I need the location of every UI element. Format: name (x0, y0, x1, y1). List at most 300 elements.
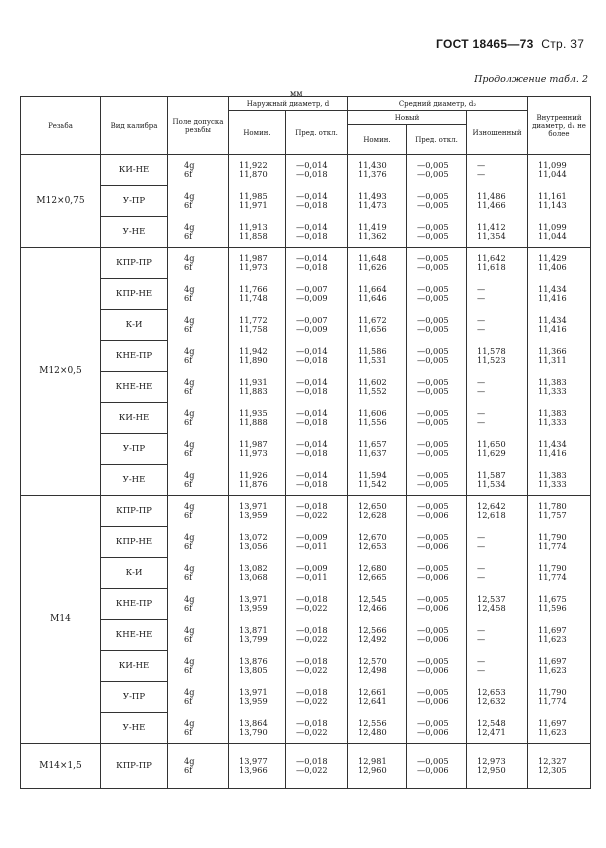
outer-nominal: 13,876 (239, 656, 268, 666)
outer-nominal: 13,790 (239, 726, 268, 737)
outer-deviation-cell (286, 279, 348, 310)
thread-designation: M14 (21, 496, 101, 744)
inner-diameter: 11,383 (538, 408, 567, 418)
tolerance-field-cell (168, 527, 229, 558)
outer-nominal: 13,068 (239, 572, 268, 582)
outer-deviation: —0,011 (296, 572, 328, 582)
inner-diameter: 11,623 (538, 634, 567, 644)
outer-deviation-cell (286, 465, 348, 496)
pitch-nominal-cell (348, 465, 407, 496)
worn-value: 12,548 (477, 717, 506, 728)
pitch-nominal: 12,466 (358, 603, 387, 613)
worn-value: 12,632 (477, 696, 506, 706)
gauge-type: КНЕ-НЕ (101, 372, 168, 403)
table-row (21, 341, 591, 372)
pitch-nominal: 12,480 (358, 726, 387, 737)
outer-nominal: 11,888 (239, 417, 268, 427)
pitch-nominal-cell (348, 682, 407, 713)
pitch-deviation-cell (407, 155, 467, 186)
table-row (21, 310, 591, 341)
worn-value: — (477, 386, 486, 396)
inner-diameter: 11,383 (538, 469, 567, 480)
outer-deviation: —0,022 (296, 603, 328, 613)
worn-value: — (477, 169, 486, 180)
pitch-nominal: 11,586 (358, 346, 387, 356)
inner-diameter: 11,161 (538, 191, 567, 201)
outer-deviation: —0,022 (296, 634, 328, 644)
inner-diameter: 11,383 (538, 377, 567, 387)
worn-value: 12,618 (477, 510, 506, 521)
worn-value-cell (467, 372, 528, 403)
worn-value: 12,458 (477, 603, 506, 613)
table-row (21, 465, 591, 496)
pitch-deviation-cell (407, 279, 467, 310)
inner-diameter: 11,697 (538, 625, 567, 635)
pitch-nominal-cell (348, 341, 407, 372)
worn-value-cell (467, 651, 528, 682)
worn-value: 11,650 (477, 439, 506, 449)
outer-nominal: 11,935 (239, 408, 268, 418)
pitch-deviation: —0,005 (417, 293, 449, 303)
outer-deviation: —0,007 (296, 284, 328, 294)
gauge-type: КИ-НЕ (101, 155, 168, 186)
pitch-deviation-cell (407, 527, 467, 558)
pitch-deviation: —0,005 (417, 191, 449, 201)
inner-diameter: 11,790 (538, 563, 567, 573)
inner-diameter: 11,099 (538, 160, 567, 171)
pitch-nominal-cell (348, 248, 407, 279)
tolerance-field: 4g (184, 346, 195, 356)
outer-deviation-cell (286, 713, 348, 744)
pitch-nominal-cell (348, 186, 407, 217)
worn-value: — (477, 563, 486, 573)
worn-value: 11,354 (477, 230, 506, 241)
pitch-nominal: 12,960 (358, 765, 387, 775)
pitch-nominal: 11,419 (358, 221, 387, 232)
tolerance-field: 4g (184, 717, 195, 728)
worn-value: — (477, 377, 486, 387)
tolerance-field: 4g (184, 408, 195, 418)
pitch-nominal: 12,981 (358, 756, 387, 766)
pitch-deviation-cell (407, 372, 467, 403)
outer-deviation-cell (286, 403, 348, 434)
inner-diameter-cell (528, 744, 591, 789)
col-gauge-type: Вид калибра (101, 97, 168, 155)
outer-nominal: 11,971 (239, 200, 268, 210)
pitch-deviation: —0,005 (417, 408, 449, 418)
pitch-deviation: —0,005 (417, 200, 449, 210)
outer-nominal-cell (229, 217, 286, 248)
worn-value: 12,642 (477, 501, 506, 512)
pitch-deviation-cell (407, 496, 467, 527)
pitch-deviation: —0,005 (417, 532, 449, 542)
inner-diameter-cell (528, 527, 591, 558)
pitch-deviation: —0,005 (417, 386, 449, 396)
pitch-nominal: 12,545 (358, 594, 387, 604)
outer-deviation: —0,018 (296, 230, 328, 241)
tolerance-field: 6f (184, 603, 193, 613)
tolerance-field: 6f (184, 448, 193, 458)
tolerance-field-cell (168, 620, 229, 651)
worn-value: — (477, 160, 486, 171)
worn-value-cell (467, 155, 528, 186)
pitch-nominal-cell (348, 217, 407, 248)
outer-deviation-cell (286, 341, 348, 372)
worn-value: — (477, 417, 486, 427)
worn-value: 11,523 (477, 355, 506, 365)
outer-nominal-cell (229, 186, 286, 217)
pitch-deviation-cell (407, 186, 467, 217)
worn-value: 12,537 (477, 594, 506, 604)
outer-nominal-cell (229, 589, 286, 620)
worn-value: 11,618 (477, 262, 506, 273)
pitch-nominal: 12,566 (358, 625, 387, 635)
pitch-deviation-cell (407, 682, 467, 713)
outer-deviation: —0,014 (296, 253, 328, 264)
outer-deviation-cell (286, 310, 348, 341)
worn-value: 12,973 (477, 756, 506, 766)
worn-value: 11,534 (477, 478, 506, 489)
pitch-nominal: 12,641 (358, 696, 387, 706)
pitch-nominal: 11,602 (358, 377, 387, 387)
outer-nominal: 13,805 (239, 665, 268, 675)
outer-deviation: —0,007 (296, 315, 328, 325)
outer-nominal: 11,987 (239, 439, 268, 449)
pitch-nominal: 12,653 (358, 541, 387, 551)
pitch-nominal-cell (348, 155, 407, 186)
pitch-nominal: 11,637 (358, 448, 387, 458)
outer-deviation-cell (286, 682, 348, 713)
worn-value-cell (467, 682, 528, 713)
worn-value-cell (467, 713, 528, 744)
worn-value: — (477, 572, 486, 582)
gauge-type: КНЕ-ПР (101, 589, 168, 620)
gauge-type: КНЕ-ПР (101, 341, 168, 372)
pitch-nominal: 12,650 (358, 501, 387, 512)
pitch-deviation: —0,005 (417, 315, 449, 325)
inner-diameter: 11,429 (538, 253, 567, 264)
pitch-nominal: 11,552 (358, 386, 387, 396)
inner-diameter: 11,757 (538, 510, 567, 521)
tolerance-field: 6f (184, 355, 193, 365)
pitch-deviation: —0,005 (417, 563, 449, 573)
outer-deviation: —0,018 (296, 656, 328, 666)
worn-value: 11,587 (477, 469, 506, 480)
inner-diameter-cell (528, 372, 591, 403)
pitch-nominal: 12,628 (358, 510, 387, 521)
pitch-deviation: —0,006 (417, 541, 449, 551)
pitch-deviation: —0,005 (417, 625, 449, 635)
pitch-nominal: 11,493 (358, 191, 387, 201)
worn-value: — (477, 541, 486, 551)
table-row (21, 496, 591, 527)
inner-diameter: 12,327 (538, 756, 567, 766)
tolerance-field-cell (168, 558, 229, 589)
tolerance-field: 4g (184, 469, 195, 480)
pitch-deviation: —0,005 (417, 262, 449, 273)
outer-deviation: —0,022 (296, 665, 328, 675)
worn-value-cell (467, 217, 528, 248)
col-worn: Изношенный (467, 111, 528, 155)
inner-diameter-cell (528, 217, 591, 248)
inner-diameter: 12,305 (538, 765, 567, 775)
table-row (21, 620, 591, 651)
inner-diameter: 11,434 (538, 439, 567, 449)
pitch-nominal: 11,594 (358, 469, 387, 480)
outer-nominal: 11,926 (239, 469, 268, 480)
pitch-nominal-cell (348, 713, 407, 744)
inner-diameter: 11,143 (538, 200, 567, 210)
outer-deviation: —0,011 (296, 541, 328, 551)
worn-value-cell (467, 620, 528, 651)
outer-deviation-cell (286, 744, 348, 789)
inner-diameter-cell (528, 310, 591, 341)
pitch-deviation: —0,005 (417, 478, 449, 489)
outer-nominal-cell (229, 155, 286, 186)
pitch-nominal-cell (348, 496, 407, 527)
pitch-nominal-cell (348, 279, 407, 310)
tolerance-field: 4g (184, 253, 195, 264)
inner-diameter: 11,790 (538, 687, 567, 697)
worn-value-cell (467, 310, 528, 341)
tolerance-field: 6f (184, 262, 193, 273)
tolerance-field: 4g (184, 563, 195, 573)
page-header (436, 37, 584, 51)
table-row (21, 248, 591, 279)
pitch-deviation: —0,005 (417, 253, 449, 264)
tolerance-field: 6f (184, 230, 193, 241)
tolerance-field: 6f (184, 169, 193, 180)
pitch-nominal-cell (348, 651, 407, 682)
pitch-nominal: 12,570 (358, 656, 387, 666)
table-row (21, 527, 591, 558)
pitch-nominal-cell (348, 620, 407, 651)
pitch-deviation-cell (407, 248, 467, 279)
outer-deviation: —0,014 (296, 346, 328, 356)
gauge-type: У-ПР (101, 434, 168, 465)
tolerance-field-cell (168, 310, 229, 341)
outer-deviation: —0,022 (296, 765, 328, 775)
outer-nominal-cell (229, 713, 286, 744)
pitch-nominal-cell (348, 372, 407, 403)
tolerance-field: 4g (184, 191, 195, 201)
outer-deviation-cell (286, 186, 348, 217)
gauge-type: К-И (101, 310, 168, 341)
outer-deviation: —0,014 (296, 221, 328, 232)
pitch-nominal: 12,556 (358, 717, 387, 728)
tolerance-field-cell (168, 186, 229, 217)
outer-deviation: —0,014 (296, 408, 328, 418)
inner-diameter: 11,434 (538, 315, 567, 325)
table-row (21, 186, 591, 217)
pitch-nominal-cell (348, 310, 407, 341)
outer-nominal: 11,942 (239, 346, 268, 356)
pitch-deviation-cell (407, 713, 467, 744)
worn-value-cell (467, 558, 528, 589)
table-row (21, 682, 591, 713)
inner-diameter: 11,596 (538, 603, 567, 613)
gauge-type: КНЕ-НЕ (101, 620, 168, 651)
outer-deviation: —0,009 (296, 532, 328, 542)
pitch-deviation-cell (407, 341, 467, 372)
pitch-nominal-cell (348, 744, 407, 789)
table-row (21, 744, 591, 789)
worn-value: 11,486 (477, 191, 506, 201)
tolerance-field: 6f (184, 634, 193, 644)
thread-gauge-table (20, 96, 591, 789)
pitch-deviation: —0,005 (417, 656, 449, 666)
pitch-deviation-cell (407, 558, 467, 589)
pitch-nominal: 11,376 (358, 169, 387, 180)
col-outer-diameter: Наружный диаметр, d (229, 97, 348, 111)
outer-nominal: 13,971 (239, 594, 268, 604)
inner-diameter-cell (528, 248, 591, 279)
tolerance-field-cell (168, 744, 229, 789)
inner-diameter: 11,366 (538, 346, 567, 356)
worn-value: — (477, 284, 486, 294)
outer-nominal-cell (229, 434, 286, 465)
inner-diameter-cell (528, 403, 591, 434)
worn-value: 11,412 (477, 221, 506, 232)
outer-deviation: —0,018 (296, 756, 328, 766)
worn-value: — (477, 324, 486, 334)
worn-value-cell (467, 403, 528, 434)
outer-nominal: 11,890 (239, 355, 268, 365)
table-row (21, 713, 591, 744)
table-row (21, 279, 591, 310)
inner-diameter: 11,675 (538, 594, 567, 604)
worn-value: 12,653 (477, 687, 506, 697)
pitch-deviation: —0,005 (417, 448, 449, 458)
table-row (21, 372, 591, 403)
outer-deviation: —0,014 (296, 469, 328, 480)
pitch-nominal: 11,531 (358, 355, 387, 365)
worn-value: — (477, 408, 486, 418)
outer-nominal-cell (229, 558, 286, 589)
pitch-nominal: 11,648 (358, 253, 387, 264)
tolerance-field-cell (168, 651, 229, 682)
inner-diameter-cell (528, 496, 591, 527)
pitch-nominal: 11,664 (358, 284, 387, 294)
outer-nominal: 13,966 (239, 765, 268, 775)
col-tolerance-field: Поле допуска резьбы (168, 97, 229, 155)
pitch-deviation: —0,005 (417, 717, 449, 728)
inner-diameter: 11,416 (538, 324, 567, 334)
tolerance-field: 4g (184, 439, 195, 449)
outer-nominal: 11,748 (239, 293, 268, 303)
pitch-nominal: 11,657 (358, 439, 387, 449)
tolerance-field-cell (168, 341, 229, 372)
inner-diameter: 11,774 (538, 696, 567, 706)
tolerance-field-cell (168, 496, 229, 527)
table-row (21, 589, 591, 620)
pitch-deviation-cell (407, 620, 467, 651)
outer-nominal: 11,876 (239, 478, 268, 489)
tolerance-field: 4g (184, 594, 195, 604)
worn-value: 11,466 (477, 200, 506, 210)
pitch-deviation: —0,006 (417, 603, 449, 613)
inner-diameter: 11,774 (538, 541, 567, 551)
tolerance-field: 6f (184, 696, 193, 706)
tolerance-field: 6f (184, 541, 193, 551)
gauge-type: КПР-НЕ (101, 527, 168, 558)
gauge-type: У-НЕ (101, 465, 168, 496)
outer-deviation: —0,018 (296, 262, 328, 273)
inner-diameter: 11,623 (538, 726, 567, 737)
pitch-deviation: —0,005 (417, 377, 449, 387)
tolerance-field: 6f (184, 417, 193, 427)
worn-value: — (477, 656, 486, 666)
tolerance-field: 4g (184, 532, 195, 542)
worn-value: — (477, 293, 486, 303)
col-new: Новый (348, 111, 467, 125)
pitch-nominal: 11,473 (358, 200, 387, 210)
worn-value: 12,471 (477, 726, 506, 737)
outer-nominal: 11,858 (239, 230, 268, 241)
outer-deviation: —0,018 (296, 687, 328, 697)
tolerance-field: 6f (184, 726, 193, 737)
outer-nominal-cell (229, 310, 286, 341)
inner-diameter: 11,790 (538, 532, 567, 542)
pitch-deviation: —0,006 (417, 572, 449, 582)
outer-nominal: 13,056 (239, 541, 268, 551)
outer-deviation: —0,018 (296, 448, 328, 458)
pitch-deviation: —0,005 (417, 230, 449, 241)
pitch-deviation: —0,006 (417, 696, 449, 706)
worn-value: 12,950 (477, 765, 506, 775)
pitch-deviation: —0,005 (417, 439, 449, 449)
outer-deviation: —0,009 (296, 563, 328, 573)
pitch-nominal: 11,430 (358, 160, 387, 171)
inner-diameter: 11,697 (538, 717, 567, 728)
table-row (21, 217, 591, 248)
worn-value-cell (467, 186, 528, 217)
pitch-deviation: —0,005 (417, 324, 449, 334)
outer-nominal: 13,971 (239, 501, 268, 512)
tolerance-field-cell (168, 589, 229, 620)
col-thread: Резьба (21, 97, 101, 155)
pitch-deviation: —0,005 (417, 169, 449, 180)
tolerance-field: 6f (184, 478, 193, 489)
tolerance-field: 4g (184, 501, 195, 512)
col-outer-deviation: Пред. откл. (286, 111, 348, 155)
pitch-deviation: —0,005 (417, 355, 449, 365)
tolerance-field-cell (168, 434, 229, 465)
outer-deviation: —0,018 (296, 625, 328, 635)
pitch-deviation: —0,005 (417, 594, 449, 604)
pitch-nominal: 12,492 (358, 634, 387, 644)
pitch-deviation: —0,005 (417, 469, 449, 480)
inner-diameter: 11,333 (538, 478, 567, 489)
inner-diameter: 11,780 (538, 501, 567, 512)
outer-nominal: 13,977 (239, 756, 268, 766)
pitch-nominal-cell (348, 558, 407, 589)
inner-diameter-cell (528, 279, 591, 310)
gauge-type: У-ПР (101, 682, 168, 713)
inner-diameter: 11,416 (538, 293, 567, 303)
outer-nominal-cell (229, 248, 286, 279)
tolerance-field: 4g (184, 656, 195, 666)
outer-deviation: —0,014 (296, 191, 328, 201)
table-row (21, 651, 591, 682)
inner-diameter: 11,774 (538, 572, 567, 582)
gauge-type: КПР-ПР (101, 248, 168, 279)
pitch-deviation: —0,006 (417, 634, 449, 644)
outer-nominal-cell (229, 403, 286, 434)
pitch-deviation-cell (407, 217, 467, 248)
worn-value-cell (467, 496, 528, 527)
inner-diameter-cell (528, 186, 591, 217)
